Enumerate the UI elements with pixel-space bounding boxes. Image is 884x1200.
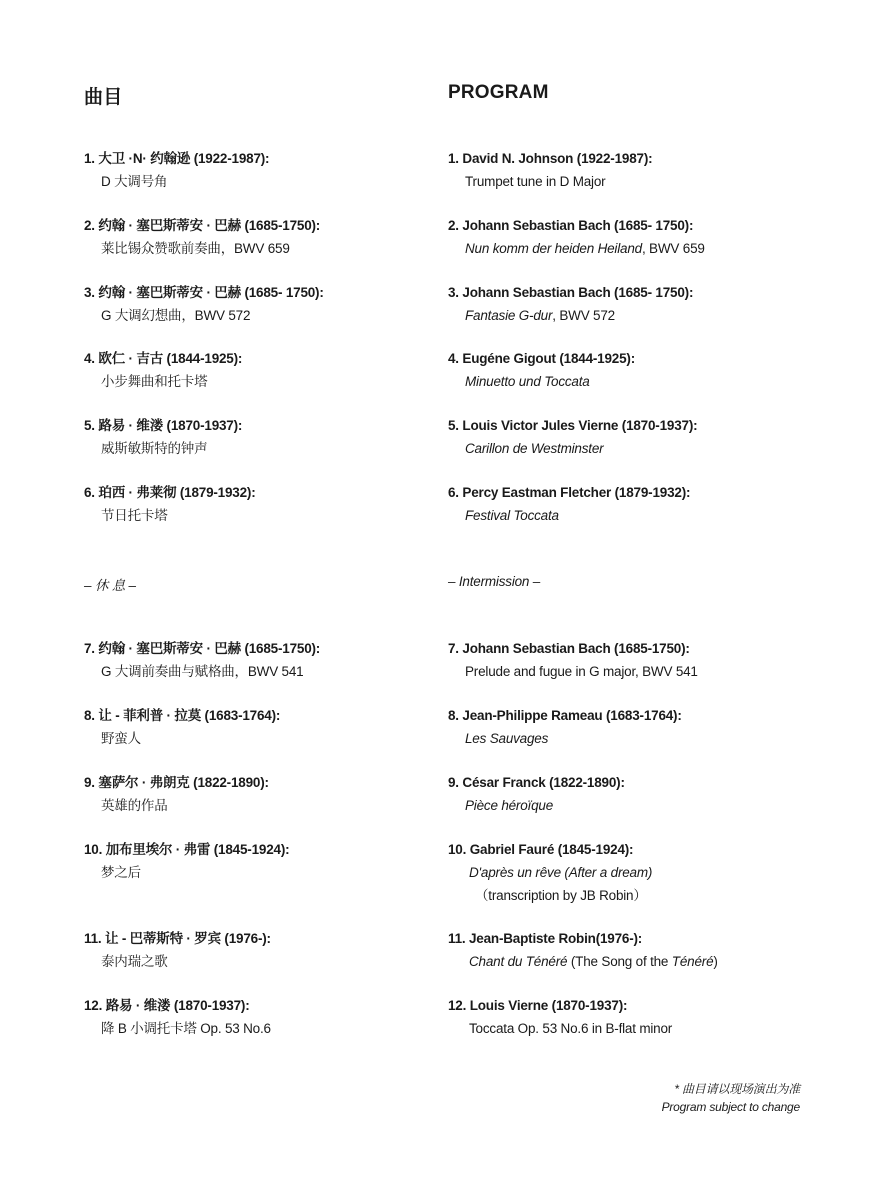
work-title: 梦之后 <box>101 865 141 880</box>
note-english: Program subject to change <box>661 1100 800 1114</box>
composer: 4. 欧仁 · 吉古 (1844-1925): <box>84 351 243 366</box>
intermission-zh: – 休 息 – <box>84 578 136 593</box>
work-title: Prelude and fugue in G major, BWV 541 <box>465 664 698 679</box>
composer: 10. Gabriel Fauré (1845-1924): <box>448 842 634 857</box>
program-item-en-10 <box>448 841 652 905</box>
composer: 8. Jean-Philippe Rameau (1683-1764): <box>448 708 682 723</box>
program-item-zh-1 <box>84 150 269 191</box>
program-item-zh-3 <box>84 284 324 325</box>
composer: 10. 加布里埃尔 · 弗雷 (1845-1924): <box>84 842 290 857</box>
composer: 6. Percy Eastman Fletcher (1879-1932): <box>448 485 691 500</box>
composer: 9. 塞萨尔 · 弗朗克 (1822-1890): <box>84 775 269 790</box>
composer: 1. David N. Johnson (1922-1987): <box>448 151 653 166</box>
work-title: 英雄的作品 <box>101 798 168 813</box>
heading-chinese: 曲目 <box>84 87 123 108</box>
composer: 12. Louis Vierne (1870-1937): <box>448 998 628 1013</box>
work-title: G 大调前奏曲与赋格曲，BWV 541 <box>101 664 304 679</box>
composer: 4. Eugéne Gigout (1844-1925): <box>448 351 636 366</box>
work-title: Minuetto und Toccata <box>465 374 590 389</box>
composer: 11. 让 - 巴蒂斯特 · 罗宾 (1976-): <box>84 931 271 946</box>
composer: 8. 让 - 菲利普 · 拉莫 (1683-1764): <box>84 708 281 723</box>
composer: 3. Johann Sebastian Bach (1685- 1750): <box>448 285 694 300</box>
work-title <box>448 953 718 971</box>
program-item-zh-8 <box>84 707 280 748</box>
work-title <box>448 240 705 258</box>
program-item-en-2 <box>448 217 705 258</box>
work-title: Festival Toccata <box>465 508 559 523</box>
work-title: Pièce héroïque <box>465 798 554 813</box>
composer: 7. Johann Sebastian Bach (1685-1750): <box>448 641 690 656</box>
note-chinese: * 曲目请以现场演出为准 <box>674 1082 800 1096</box>
work-title: 泰内瑞之歌 <box>101 954 168 969</box>
work-title: 野蛮人 <box>101 731 141 746</box>
program-item-zh-6 <box>84 484 256 525</box>
program-item-zh-2 <box>84 217 320 258</box>
work-translation: (The Song of the <box>567 954 672 969</box>
composer: 5. 路易 · 维溇 (1870-1937): <box>84 418 243 433</box>
work-translation-italic: Ténéré <box>671 954 714 969</box>
work-title: 降 B 小调托卡塔 Op. 53 No.6 <box>101 1021 271 1036</box>
composer: 2. 约翰 · 塞巴斯蒂安 · 巴赫 (1685-1750): <box>84 218 321 233</box>
composer: 7. 约翰 · 塞巴斯蒂安 · 巴赫 (1685-1750): <box>84 641 321 656</box>
work-title: Trumpet tune in D Major <box>465 174 606 189</box>
program-change-note <box>662 1080 800 1116</box>
work-title: G 大调幻想曲，BWV 572 <box>101 308 251 323</box>
program-item-en-12 <box>448 997 672 1038</box>
catalog-number: , BWV 572 <box>552 308 615 323</box>
program-item-zh-7 <box>84 640 320 681</box>
program-item-en-4 <box>448 350 635 391</box>
work-title: 小步舞曲和托卡塔 <box>101 374 208 389</box>
work-title-italic: Chant du Ténéré <box>469 954 568 969</box>
composer: 1. 大卫 ·N· 约翰逊 (1922-1987): <box>84 151 270 166</box>
composer: 6. 珀西 · 弗莱彻 (1879-1932): <box>84 485 256 500</box>
program-item-en-6 <box>448 484 690 525</box>
program-item-zh-5 <box>84 417 242 458</box>
work-title <box>448 307 693 325</box>
program-item-en-3 <box>448 284 693 325</box>
work-translation-end: ) <box>713 954 718 969</box>
heading-english: PROGRAM <box>448 82 549 103</box>
program-item-en-11 <box>448 930 718 971</box>
composer: 11. Jean-Baptiste Robin(1976-): <box>448 931 643 946</box>
work-title-italic: Fantasie G-dur <box>465 308 553 323</box>
composer: 5. Louis Victor Jules Vierne (1870-1937): <box>448 418 698 433</box>
program-item-zh-11 <box>84 930 271 971</box>
work-title: 莱比锡众赞歌前奏曲，BWV 659 <box>101 241 290 256</box>
program-item-en-5 <box>448 417 697 458</box>
transcription-note: （transcription by JB Robin） <box>475 888 647 903</box>
work-title-italic: Nun komm der heiden Heiland <box>465 241 642 256</box>
program-item-en-1 <box>448 150 652 191</box>
work-title: Les Sauvages <box>465 731 549 746</box>
work-title: Carillon de Westminster <box>465 441 604 456</box>
program-item-en-7 <box>448 640 698 681</box>
work-title: 威斯敏斯特的钟声 <box>101 441 208 456</box>
program-item-zh-4 <box>84 350 242 391</box>
intermission-en: – Intermission – <box>448 574 541 589</box>
work-title: D 大调号角 <box>101 174 168 189</box>
work-title: D'après un rêve (After a dream) <box>469 865 653 880</box>
program-item-zh-10 <box>84 841 289 882</box>
composer: 9. César Franck (1822-1890): <box>448 775 625 790</box>
program-item-zh-12 <box>84 997 271 1038</box>
composer: 12. 路易 · 维溇 (1870-1937): <box>84 998 250 1013</box>
program-item-zh-9 <box>84 774 269 815</box>
work-title: Toccata Op. 53 No.6 in B-flat minor <box>469 1021 673 1036</box>
composer: 3. 约翰 · 塞巴斯蒂安 · 巴赫 (1685- 1750): <box>84 285 324 300</box>
catalog-number: , BWV 659 <box>641 241 705 256</box>
composer: 2. Johann Sebastian Bach (1685- 1750): <box>448 218 694 233</box>
program-item-en-8 <box>448 707 682 748</box>
work-title: 节日托卡塔 <box>101 508 168 523</box>
program-item-en-9 <box>448 774 625 815</box>
